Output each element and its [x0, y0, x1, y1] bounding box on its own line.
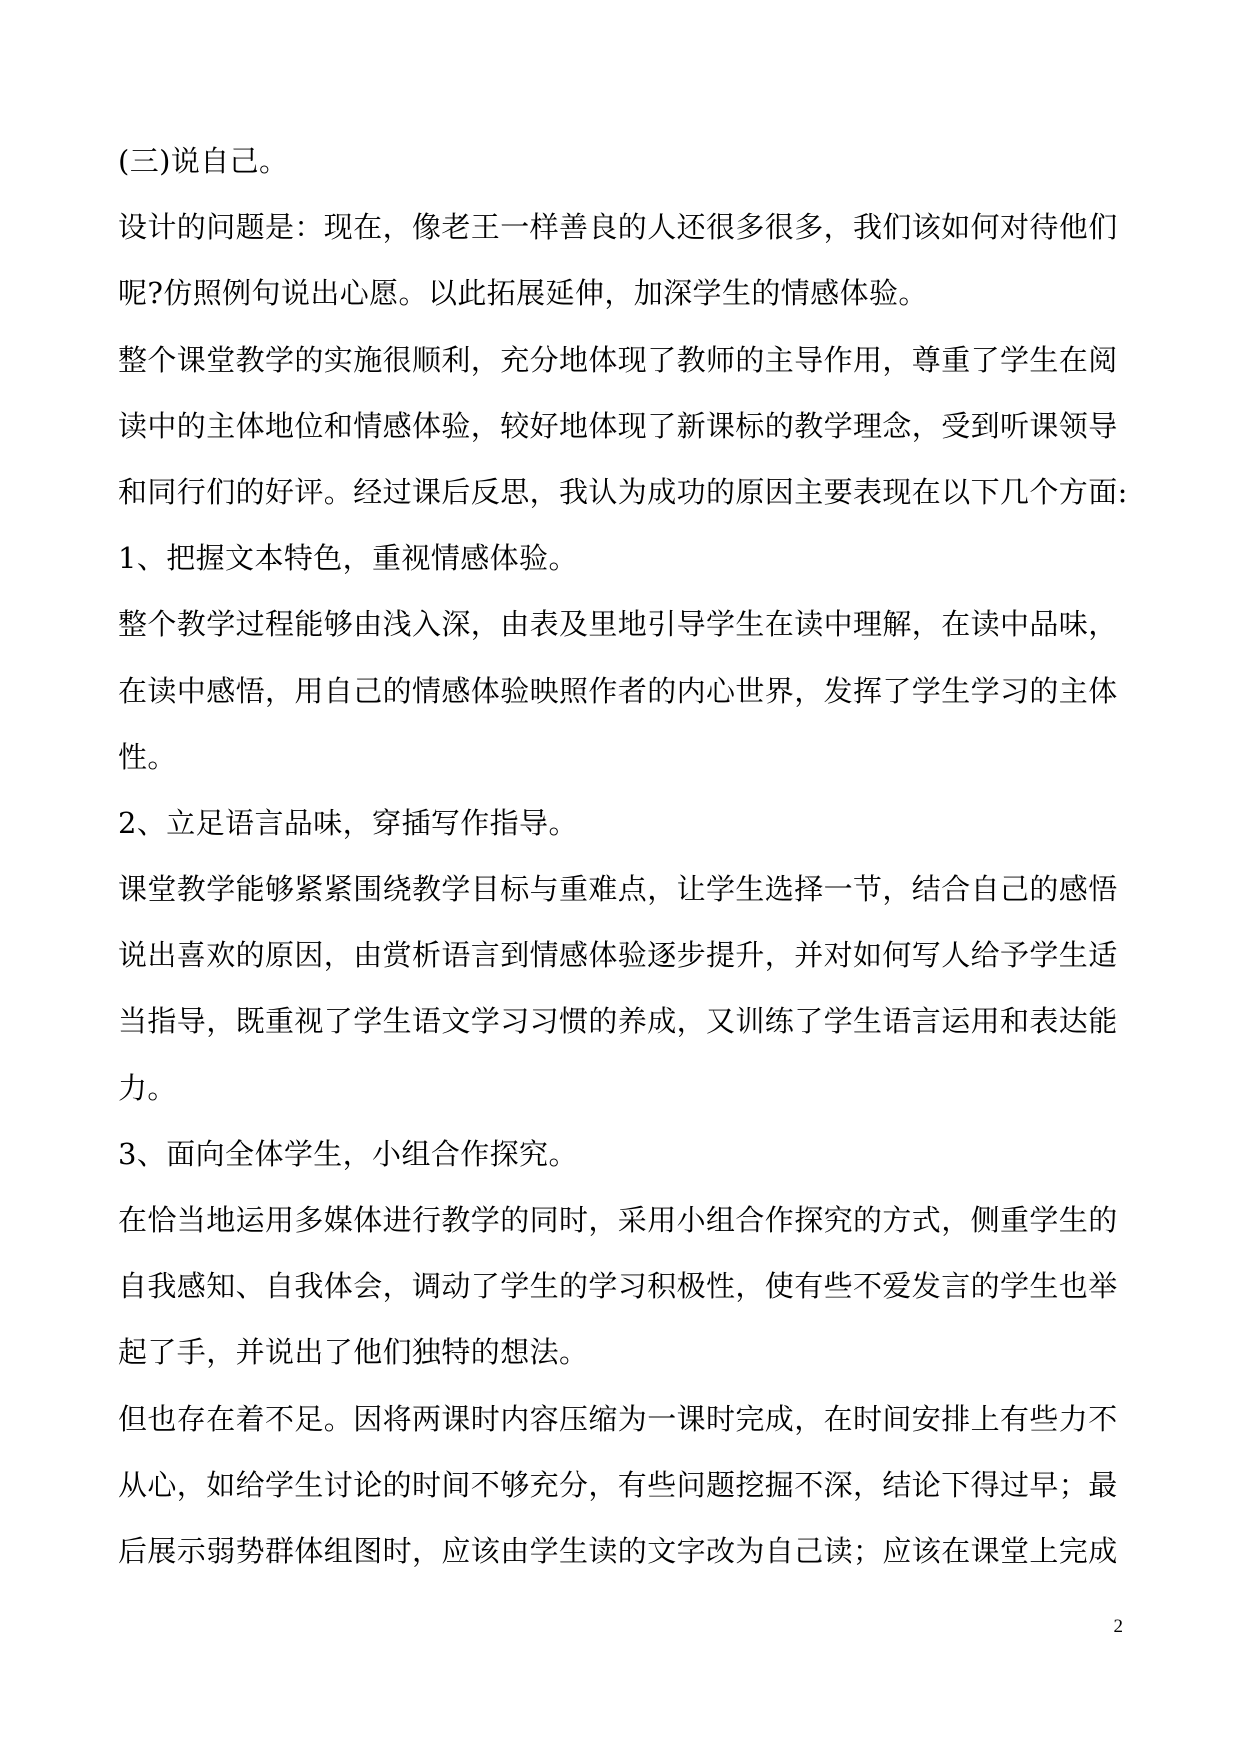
page-number: 2 [1113, 1616, 1123, 1637]
text-line: 但也存在着不足。因将两课时内容压缩为一课时完成，在时间安排上有些力不 [118, 1401, 1118, 1436]
text-line: 在读中感悟，用自己的情感体验映照作者的内心世界，发挥了学生学习的主体 [118, 673, 1118, 708]
text-line: 设计的问题是：现在，像老王一样善良的人还很多很多，我们该如何对待他们 [118, 210, 1118, 245]
text-line: 从心，如给学生讨论的时间不够充分，有些问题挖掘不深，结论下得过早；最 [118, 1467, 1118, 1502]
text-line: 和同行们的好评。经过课后反思，我认为成功的原因主要表现在以下几个方面: [118, 474, 1128, 509]
text-line: 读中的主体地位和情感体验，较好地体现了新课标的教学理念，受到听课领导 [118, 408, 1118, 443]
heading-say-yourself: (三)说自己。 [118, 144, 289, 178]
body-text [118, 128, 1128, 1584]
text-line: 呢?仿照例句说出心愿。以此拓展延伸，加深学生的情感体验。 [118, 276, 928, 311]
text-line: 性。 [118, 739, 177, 774]
text-line: 说出喜欢的原因，由赏析语言到情感体验逐步提升，并对如何写人给予学生适 [118, 938, 1118, 973]
text-line: 当指导，既重视了学生语文学习习惯的养成，又训练了学生语言运用和表达能 [118, 1004, 1118, 1039]
text-line: 课堂教学能够紧紧围绕教学目标与重难点，让学生选择一节，结合自己的感悟 [118, 872, 1118, 907]
text-line: 起了手，并说出了他们独特的想法。 [118, 1335, 589, 1370]
text-line: 整个教学过程能够由浅入深，由表及里地引导学生在读中理解，在读中品味， [118, 607, 1118, 642]
text-line: 自我感知、自我体会，调动了学生的学习积极性，使有些不爱发言的学生也举 [118, 1269, 1118, 1304]
text-line: 在恰当地运用多媒体进行教学的同时，采用小组合作探究的方式，侧重学生的 [118, 1203, 1118, 1237]
section-heading-2: 2、立足语言品味，穿插写作指导。 [118, 805, 578, 840]
text-line: 力。 [118, 1070, 177, 1105]
section-heading-3: 3、面向全体学生，小组合作探究。 [118, 1136, 578, 1171]
section-heading-1: 1、把握文本特色，重视情感体验。 [118, 541, 578, 576]
text-line: 后展示弱势群体组图时，应该由学生读的文字改为自己读；应该在课堂上完成 [118, 1533, 1118, 1568]
text-line: 整个课堂教学的实施很顺利，充分地体现了教师的主导作用，尊重了学生在阅 [118, 342, 1118, 377]
